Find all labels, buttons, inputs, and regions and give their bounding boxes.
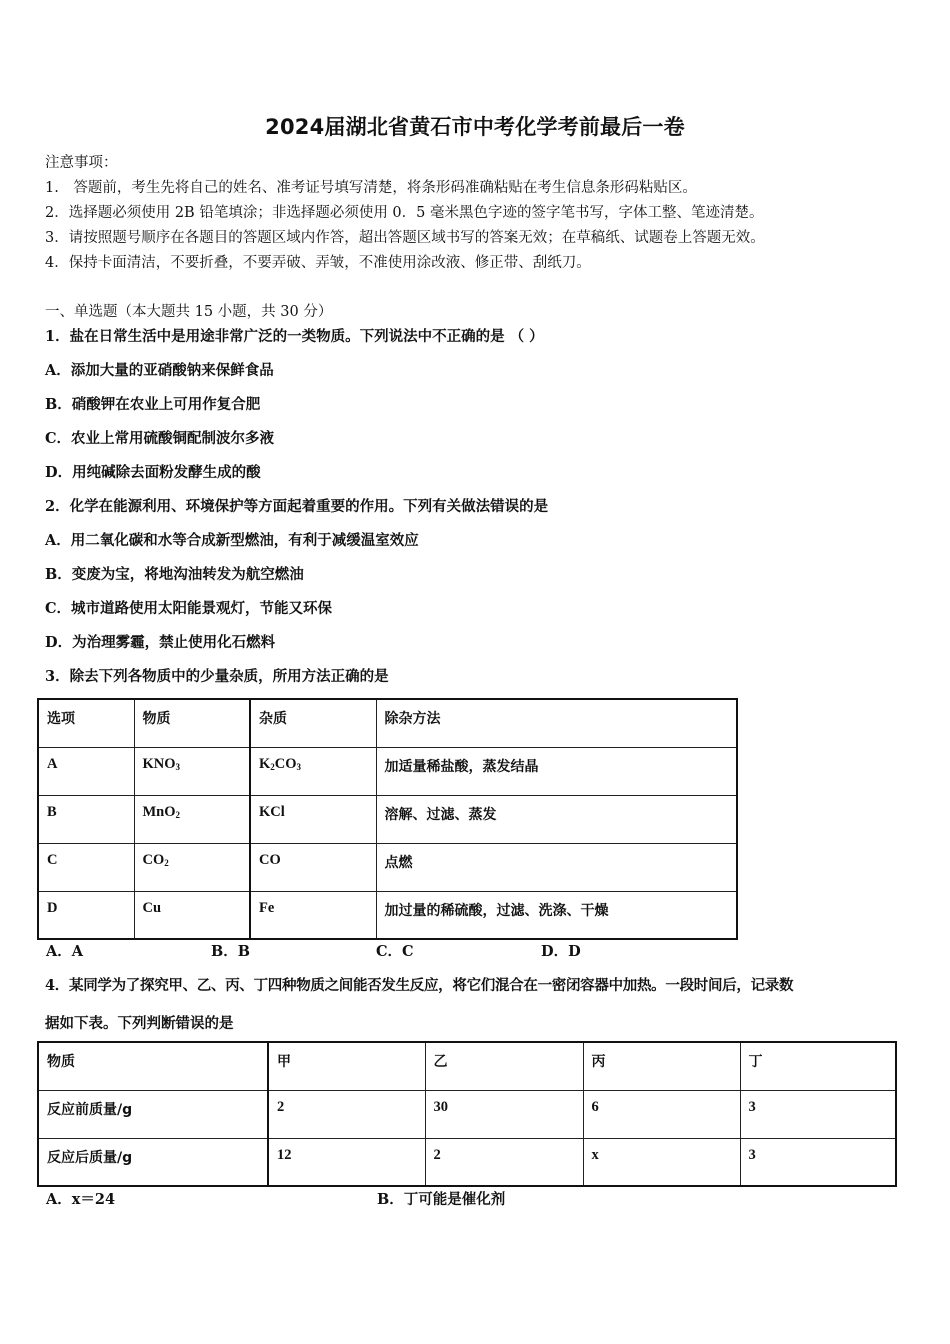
header-cell: 丁 (740, 1042, 896, 1090)
value-cell: 3 (740, 1138, 896, 1186)
method-cell: 加适量稀盐酸，蒸发结晶 (376, 747, 737, 795)
header-cell: 选项 (38, 699, 134, 747)
question-stem-line-2: 据如下表。下列判断错误的是 (45, 1015, 234, 1032)
option-b[interactable]: B．变废为宝，将地沟油转发为航空燃油 (45, 566, 304, 583)
method-cell: 溶解、过滤、蒸发 (376, 795, 737, 843)
question-stem-line-1: 4．某同学为了探究甲、乙、丙、丁四种物质之间能否发生反应，将它们混合在一密闭容器中加热。一段时间后，记录数 (45, 977, 794, 994)
option-b[interactable]: B．硝酸钾在农业上可用作复合肥 (45, 396, 261, 413)
option-cell: C (38, 843, 134, 891)
method-cell: 点燃 (376, 843, 737, 891)
option-d[interactable]: D．用纯碱除去面粉发酵生成的酸 (45, 464, 261, 481)
option-c[interactable]: C．农业上常用硫酸铜配制波尔多液 (45, 430, 275, 447)
impurity-cell: KCl (250, 795, 376, 843)
table-row (38, 747, 737, 795)
table-row (38, 843, 737, 891)
formula: KNO (142, 755, 176, 772)
reaction-mass-table (37, 1041, 897, 1187)
question-stem: 3．除去下列各物质中的少量杂质，所用方法正确的是 (45, 668, 389, 685)
value-cell: 3 (740, 1090, 896, 1138)
formula: K (259, 755, 271, 772)
table-header-row (38, 699, 737, 747)
option-a[interactable]: A．x＝24 (46, 1191, 116, 1208)
option-b[interactable]: B．B (211, 943, 251, 960)
substance-cell (134, 843, 250, 891)
option-c[interactable]: C．C (376, 943, 414, 960)
row-label-cell: 反应后质量/g (38, 1138, 268, 1186)
option-b[interactable]: B．丁可能是催化剂 (377, 1191, 506, 1208)
notice-item-2: 2．选择题必须使用 2B 铅笔填涂；非选择题必须使用 0．5 毫米黑色字迹的签字笔书写，字体工整、笔迹清楚。 (45, 205, 764, 221)
header-cell: 物质 (38, 1042, 268, 1090)
formula: CO (142, 851, 165, 868)
notice-item-3: 3．请按照题号顺序在各题目的答题区域内作答，超出答题区域书写的答案无效；在草稿纸、试题卷上答题无效。 (45, 230, 765, 246)
formula: CO (274, 755, 297, 772)
method-cell: 加过量的稀硫酸，过滤、洗涤、干燥 (376, 891, 737, 939)
value-cell: 12 (268, 1138, 425, 1186)
header-cell: 杂质 (250, 699, 376, 747)
header-cell: 乙 (425, 1042, 583, 1090)
substance-cell: Cu (134, 891, 250, 939)
option-d[interactable]: D．为治理雾霾，禁止使用化石燃料 (45, 634, 276, 651)
substance-cell (134, 795, 250, 843)
impurity-cell: CO (250, 843, 376, 891)
header-cell: 甲 (268, 1042, 425, 1090)
subscript: 2 (175, 809, 181, 820)
option-a[interactable]: A．用二氧化碳和水等合成新型燃油，有利于减缓温室效应 (45, 532, 419, 549)
option-a[interactable]: A．添加大量的亚硝酸钠来保鲜食品 (45, 362, 274, 379)
formula: MnO (142, 803, 176, 820)
question-stem: 1．盐在日常生活中是用途非常广泛的一类物质。下列说法中不正确的是 （ ） (45, 328, 544, 345)
option-cell: B (38, 795, 134, 843)
table-header-row (38, 1042, 896, 1090)
option-cell: A (38, 747, 134, 795)
value-cell: x (583, 1138, 740, 1186)
question-stem: 2．化学在能源利用、环境保护等方面起着重要的作用。下列有关做法错误的是 (45, 498, 549, 515)
substance-cell (134, 747, 250, 795)
subscript: 3 (296, 761, 302, 772)
notice-item-4: 4．保持卡面清洁，不要折叠，不要弄破、弄皱，不准使用涂改液、修正带、刮纸刀。 (45, 255, 591, 271)
row-label-cell: 反应前质量/g (38, 1090, 268, 1138)
header-cell: 丙 (583, 1042, 740, 1090)
impurity-table (37, 698, 738, 940)
header-cell: 除杂方法 (376, 699, 737, 747)
option-a[interactable]: A．A (46, 943, 84, 960)
option-cell: D (38, 891, 134, 939)
subscript: 2 (270, 761, 275, 772)
option-c[interactable]: C．城市道路使用太阳能景观灯，节能又环保 (45, 600, 333, 617)
value-cell: 2 (425, 1138, 583, 1186)
impurity-cell (250, 747, 376, 795)
value-cell: 6 (583, 1090, 740, 1138)
table-row (38, 1090, 896, 1138)
notice-item-1: 1. 答题前，考生先将自己的姓名、准考证号填写清楚，将条形码准确粘贴在考生信息条形码粘贴区。 (45, 180, 697, 196)
subscript: 3 (175, 761, 181, 772)
subscript: 2 (164, 857, 169, 868)
table-row (38, 795, 737, 843)
page-title: 2024届湖北省黄石市中考化学考前最后一卷 (265, 115, 685, 139)
impurity-cell: Fe (250, 891, 376, 939)
notice-heading: 注意事项： (45, 155, 118, 171)
option-d[interactable]: D．D (541, 943, 581, 960)
value-cell: 30 (425, 1090, 583, 1138)
section-heading: 一、单选题（本大题共 15 小题，共 30 分） (45, 304, 333, 320)
table-row (38, 1138, 896, 1186)
header-cell: 物质 (134, 699, 250, 747)
table-row (38, 891, 737, 939)
value-cell: 2 (268, 1090, 425, 1138)
